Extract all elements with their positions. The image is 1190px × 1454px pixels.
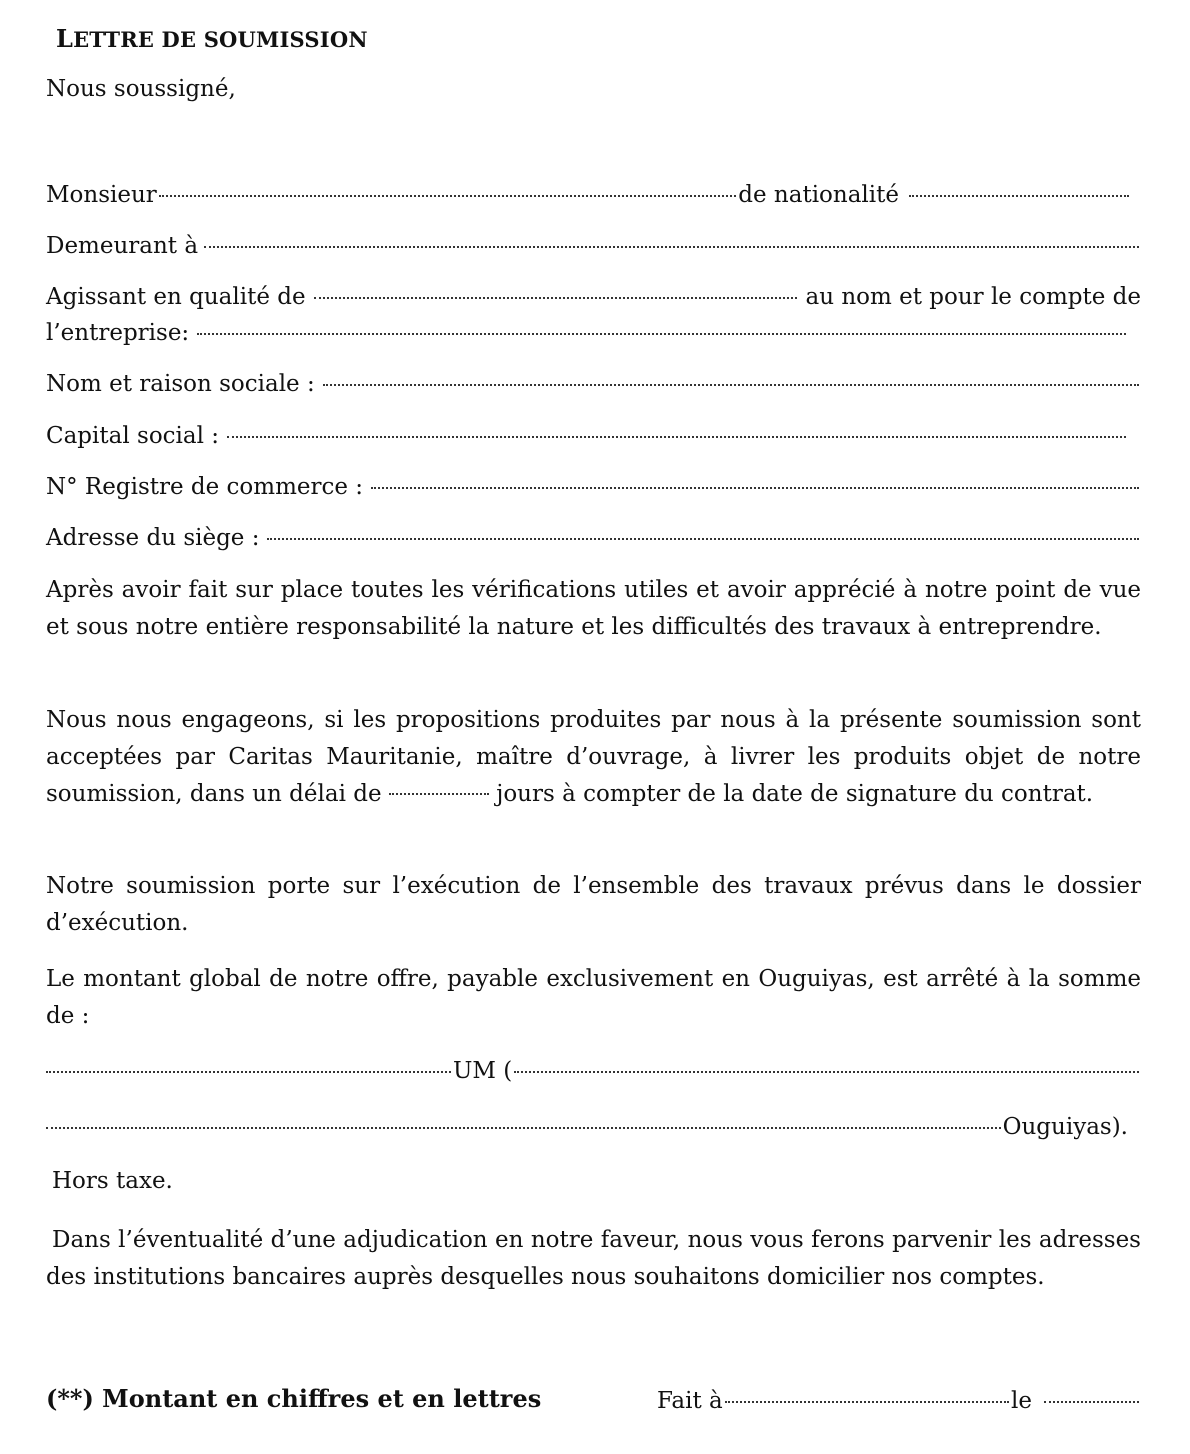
au-nom-label: au nom et pour le compte de bbox=[805, 284, 1141, 310]
registre-line bbox=[46, 472, 1141, 502]
registre-field[interactable] bbox=[371, 487, 1139, 489]
paragraph-verifications: Après avoir fait sur place toutes les vérifications utiles et avoir apprécié à notre point de vue et sous notre entière responsabilité la nature et les difficultés des travaux à entreprendre. bbox=[46, 577, 1141, 640]
agissant-line bbox=[46, 282, 1141, 312]
demeurant-line bbox=[46, 231, 1141, 261]
montant-chiffres-line bbox=[46, 1056, 1141, 1086]
fait-a-line bbox=[657, 1386, 1141, 1416]
entreprise-label: l’entreprise: bbox=[46, 320, 190, 346]
montant-lettres-field-2[interactable] bbox=[46, 1127, 1001, 1129]
raison-sociale-field[interactable] bbox=[323, 384, 1139, 386]
raison-sociale-line bbox=[46, 369, 1141, 399]
demeurant-field[interactable] bbox=[204, 246, 1139, 248]
montant-chiffres-field[interactable] bbox=[46, 1071, 451, 1073]
paragraph-montant: Le montant global de notre offre, payable exclusivement en Ouguiyas, est arrêté à la somme de : bbox=[46, 966, 1141, 1029]
montant-lettres-line bbox=[46, 1112, 1128, 1142]
entreprise-field[interactable] bbox=[197, 333, 1126, 335]
ouguiyas-label: Ouguiyas). bbox=[1002, 1114, 1128, 1140]
hors-taxe: Hors taxe. bbox=[52, 1168, 173, 1194]
fait-a-label: Fait à bbox=[657, 1388, 723, 1414]
raison-sociale-label: Nom et raison sociale : bbox=[46, 371, 315, 397]
agissant-label: Agissant en qualité de bbox=[46, 284, 306, 310]
capital-line bbox=[46, 421, 1128, 451]
entreprise-line bbox=[46, 318, 1128, 348]
document-title: LETTRE DE SOUMISSION bbox=[56, 24, 368, 53]
adresse-label: Adresse du siège : bbox=[46, 525, 260, 551]
demeurant-label: Demeurant à bbox=[46, 233, 199, 259]
fait-a-field[interactable] bbox=[725, 1401, 1009, 1403]
nationalite-label: de nationalité bbox=[738, 182, 899, 208]
qualite-field[interactable] bbox=[314, 297, 798, 299]
date-field[interactable] bbox=[1044, 1401, 1139, 1403]
monsieur-field[interactable] bbox=[159, 195, 736, 197]
registre-label: N° Registre de commerce : bbox=[46, 474, 364, 500]
footnote-montant: (**) Montant en chiffres et en lettres bbox=[46, 1384, 542, 1413]
paragraph-adjudication: Dans l’éventualité d’une adjudication en notre faveur, nous vous ferons parvenir les adresses des institutions bancaires auprès desquelles nous souhaitons domicilier nos comptes. bbox=[46, 1227, 1141, 1290]
delai-field[interactable] bbox=[389, 793, 489, 795]
monsieur-line bbox=[46, 180, 1131, 210]
le-label: le bbox=[1011, 1388, 1032, 1414]
capital-label: Capital social : bbox=[46, 423, 220, 449]
capital-field[interactable] bbox=[227, 436, 1126, 438]
paragraph-engagement: Nous nous engageons, si les propositions produites par nous à la présente soumission sont acceptées par Caritas Mauritanie, maître d’ouvrage, à livrer les produits objet de notre soumission, dans un délai de jours à compter de la date de signature du contrat. bbox=[46, 707, 1141, 807]
montant-lettres-field-1[interactable] bbox=[514, 1071, 1139, 1073]
greeting: Nous soussigné, bbox=[46, 76, 236, 102]
adresse-line bbox=[46, 523, 1141, 553]
paragraph-execution: Notre soumission porte sur l’exécution de l’ensemble des travaux prévus dans le dossier d’exécution. bbox=[46, 873, 1141, 936]
um-label: UM ( bbox=[453, 1058, 513, 1084]
monsieur-label: Monsieur bbox=[46, 182, 157, 208]
adresse-field[interactable] bbox=[267, 538, 1139, 540]
nationalite-field[interactable] bbox=[909, 195, 1129, 197]
